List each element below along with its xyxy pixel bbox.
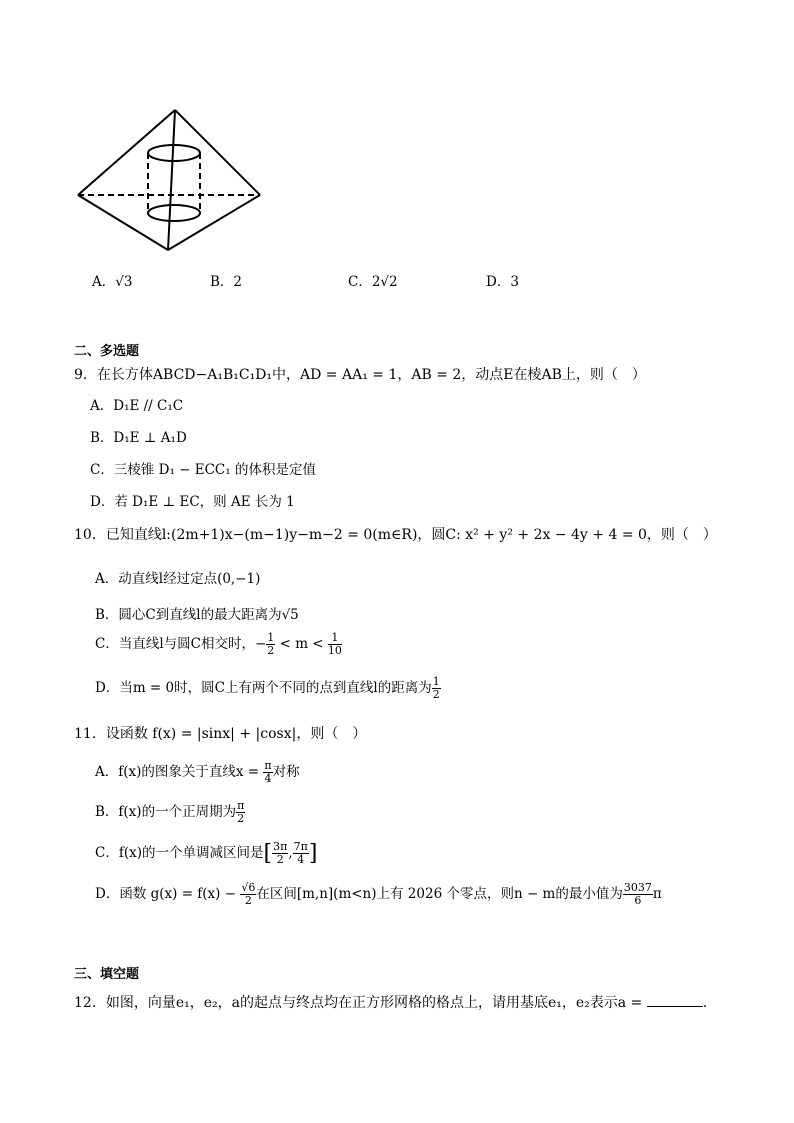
q11-option-d — [95, 882, 662, 907]
q9-option-c: C．三棱锥 D₁ − ECC₁ 的体积是定值 — [90, 462, 316, 478]
q10-option-d — [95, 676, 441, 701]
option-a: A．√3 — [92, 274, 133, 290]
fraction: $\frac{1}{2}$ — [432, 675, 440, 701]
fraction: $\frac{3037}{6}$ — [623, 881, 652, 907]
question-11-stem: 11．设函数 f(x) = |sinx| + |cosx|，则（ ） — [74, 726, 367, 742]
section-title-fill-in: 三、填空题 — [74, 967, 140, 982]
question-9-stem: 9．在长方体ABCD−A₁B₁C₁D₁中，AD = AA₁ = 1，AB = 2，动点E在棱AB上，则（ ） — [74, 367, 646, 383]
q9-option-b: B．D₁E ⊥ A₁D — [90, 430, 187, 446]
q11-d-mid: 在区间[m,n](m<n)上有 2026 个零点，则n − m的最小值为 — [256, 886, 623, 902]
q11-b-text: B．f(x)的一个正周期为 — [95, 804, 237, 820]
q10-option-b: B．圆心C到直线l的最大距离为√5 — [95, 607, 299, 623]
question-10-stem: 10．已知直线l:(2m+1)x−(m−1)y−m−2 = 0(m∈R)，圆C: x² + y² + 2x − 4y + 4 = 0，则（ ） — [74, 527, 717, 543]
answer-blank[interactable] — [647, 996, 703, 1007]
option-c: C．2√2 — [348, 274, 398, 290]
q11-a-post: 对称 — [272, 764, 300, 780]
fraction: $\frac{\pi}{2}$ — [237, 799, 245, 825]
option-b: B．2 — [210, 274, 243, 290]
q9-option-d: D．若 D₁E ⊥ EC，则 AE 长为 1 — [90, 494, 295, 510]
q11-d-post: π — [652, 886, 662, 902]
question-12 — [74, 992, 707, 1012]
fraction: $\frac{√6}{2}$ — [241, 881, 256, 907]
fraction: $\frac{1}{10}$ — [327, 631, 342, 657]
fraction: $\frac{\pi}{4}$ — [264, 759, 272, 785]
option-d: D．3 — [486, 274, 519, 290]
q10-c-text: C．当直线l与圆C相交时，− — [95, 636, 267, 652]
q11-option-b — [95, 800, 245, 825]
q11-a-text: A．f(x)的图象关于直线x = — [95, 764, 264, 780]
q11-option-c: C．f(x)的一个单调减区间是[ $\frac{3\pi}{2}$ , $\frac{7\pi}{4}$ ] — [95, 840, 318, 866]
fraction: $\frac{7\pi}{4}$ — [293, 840, 308, 866]
q12-text: 12．如图，向量e₁，e₂，a的起点与终点均在正方形网格的格点上，请用基底e₁，e₂表示a = — [74, 995, 647, 1011]
q10-option-c — [95, 632, 342, 657]
section-title-multiple-choice: 二、多选题 — [74, 344, 140, 359]
q11-option-a — [95, 760, 300, 785]
q10-c-mid: < m < — [275, 636, 328, 652]
q10-d-text: D．当m = 0时，圆C上有两个不同的点到直线l的距离为 — [95, 680, 432, 696]
q11-c-text: C．f(x)的一个单调减区间是 — [95, 845, 264, 861]
fraction: $\frac{3\pi}{2}$ — [273, 840, 288, 866]
q9-option-a: A．D₁E // C₁C — [90, 398, 184, 414]
q12-end: . — [702, 995, 708, 1011]
q10-option-a: A．动直线l经过定点(0,−1) — [95, 571, 261, 587]
pyramid-cylinder-figure — [70, 100, 270, 260]
fraction: $\frac{1}{2}$ — [267, 631, 275, 657]
q11-d-text: D．函数 g(x) = f(x) − — [95, 886, 241, 902]
